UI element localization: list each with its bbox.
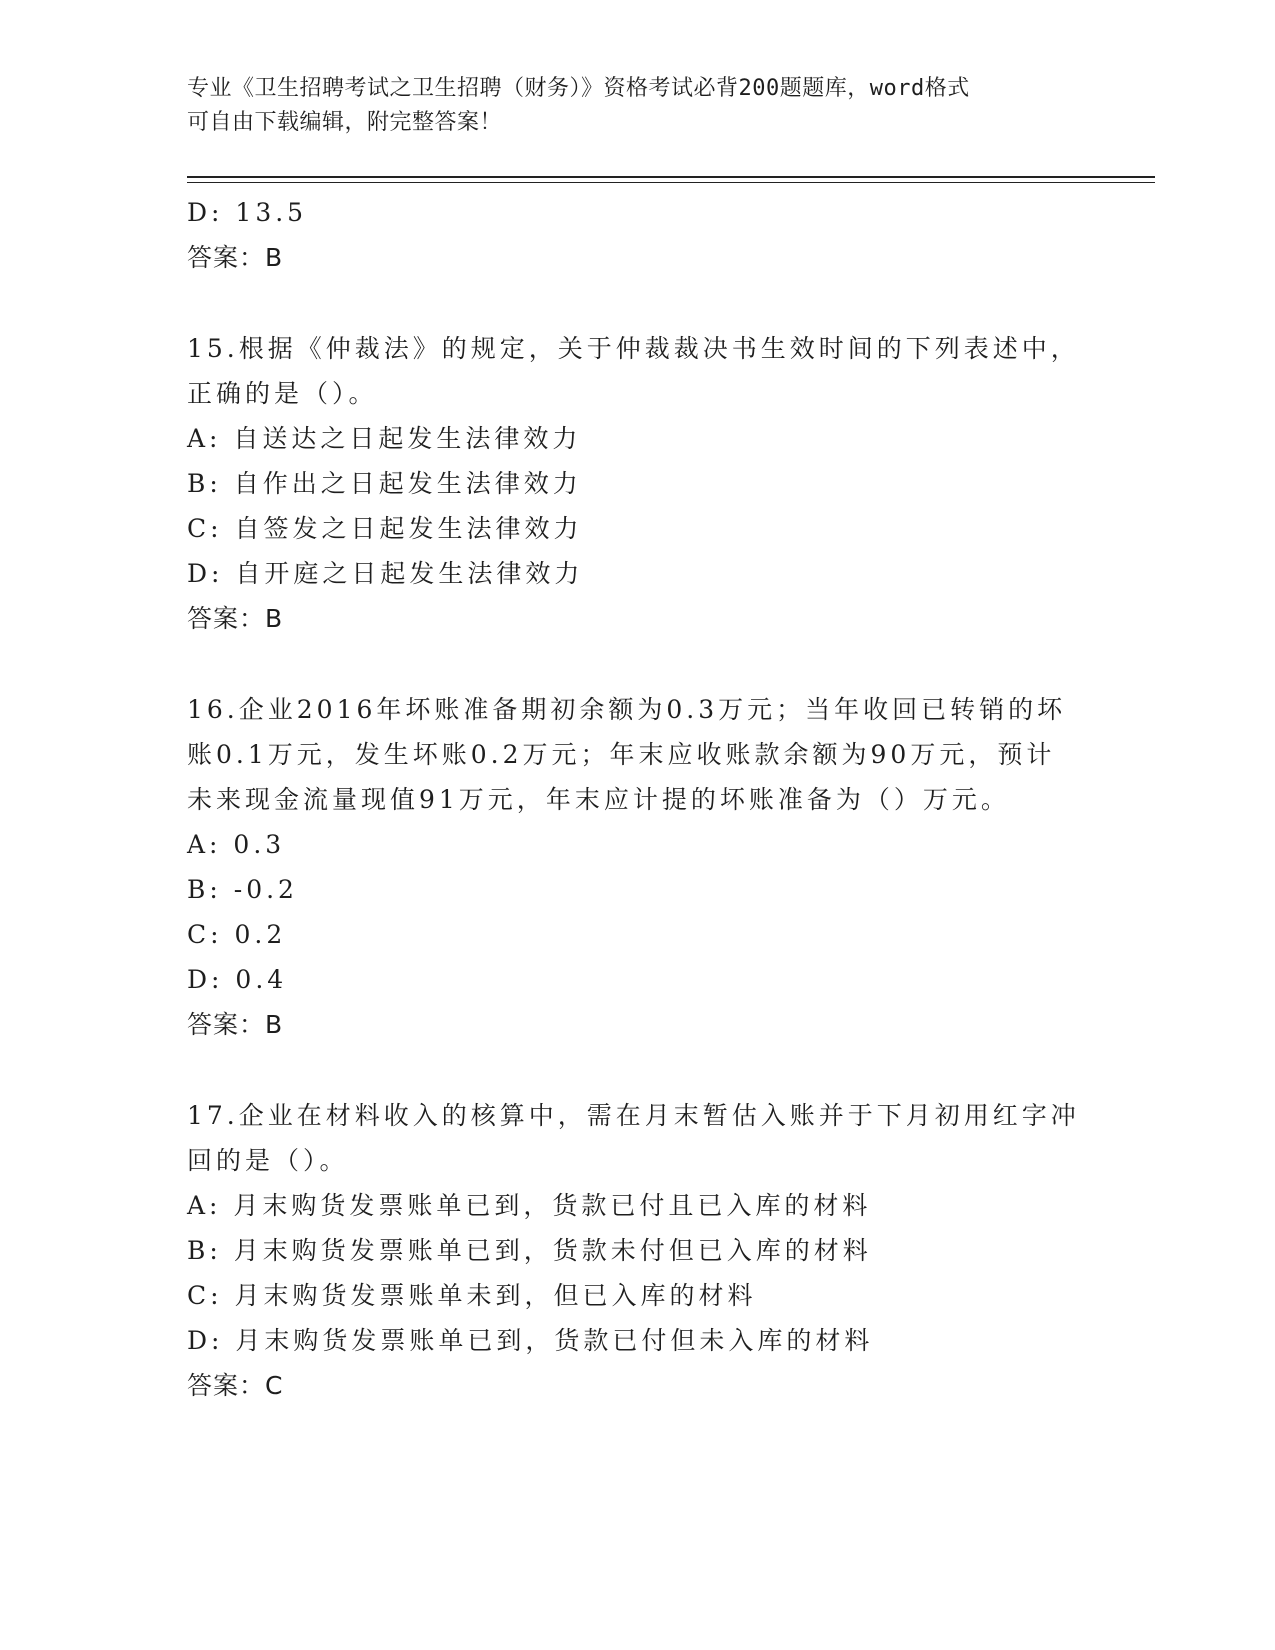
option-c: C: 月末购货发票账单未到，但已入库的材料 <box>187 1281 757 1310</box>
option-c: C: 自签发之日起发生法律效力 <box>187 514 583 543</box>
header-rule-thin <box>187 182 1155 183</box>
header-line-1: 专业《卫生招聘考试之卫生招聘（财务）》资格考试必背200题题库，word格式 <box>187 76 970 101</box>
option-b: B: 自作出之日起发生法律效力 <box>187 469 582 498</box>
question-16 <box>187 687 1087 1047</box>
document-header <box>187 72 1087 140</box>
question-stem: 15.根据《仲裁法》的规定，关于仲裁裁决书生效时间的下列表述中， <box>187 334 1080 363</box>
question-list <box>187 190 1087 1408</box>
question-stem: 17.企业在材料收入的核算中，需在月末暂估入账并于下月初用红字冲 <box>187 1101 1080 1130</box>
option-a: A: 0.3 <box>187 830 286 859</box>
option-a: A: 月末购货发票账单已到，货款已付且已入库的材料 <box>187 1191 872 1220</box>
question-stem: 正确的是（）。 <box>187 379 378 408</box>
question-stem: 账0.1万元，发生坏账0.2万元；年末应收账款余额为90万元，预计 <box>187 740 1056 769</box>
option-c: C: 0.2 <box>187 920 287 949</box>
question-stem: 未来现金流量现值91万元，年末应计提的坏账准备为（）万元。 <box>187 785 1010 814</box>
question-stem: 16.企业2016年坏账准备期初余额为0.3万元；当年收回已转销的坏 <box>187 695 1067 724</box>
question-stem: 回的是（）。 <box>187 1146 349 1175</box>
option-d: D: 0.4 <box>187 965 288 994</box>
header-rule-thick <box>187 176 1155 178</box>
option-d: D: 月末购货发票账单已到，货款已付但未入库的材料 <box>187 1326 874 1355</box>
answer-line: 答案：B <box>187 604 284 633</box>
option-b: B: 月末购货发票账单已到，货款未付但已入库的材料 <box>187 1236 872 1265</box>
header-line-2: 可自由下载编辑，附完整答案！ <box>187 110 503 135</box>
option-a: A: 自送达之日起发生法律效力 <box>187 424 582 453</box>
answer-line: 答案：B <box>187 243 284 272</box>
answer-line: 答案：C <box>187 1371 284 1400</box>
question-15 <box>187 326 1087 641</box>
option-d: D: 13.5 <box>187 198 308 227</box>
question-14-tail <box>187 190 1087 280</box>
option-d: D: 自开庭之日起发生法律效力 <box>187 559 584 588</box>
answer-line: 答案：B <box>187 1010 284 1039</box>
question-17 <box>187 1093 1087 1408</box>
option-b: B: -0.2 <box>187 875 298 904</box>
